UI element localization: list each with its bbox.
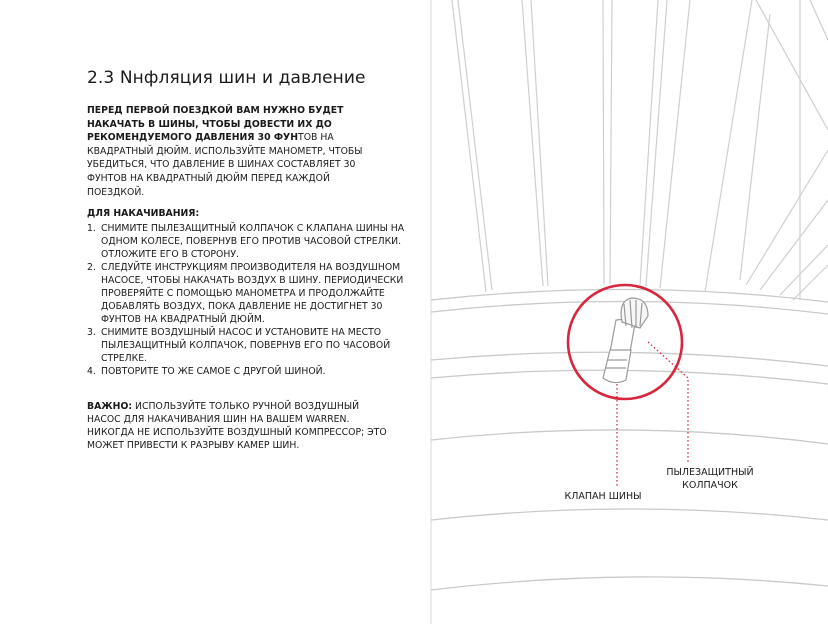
warning-label: ВАЖНО: [87, 401, 133, 412]
dust-cap-label [655, 466, 765, 492]
valve-label: КЛАПАН ШИНЫ [564, 491, 642, 502]
step-1-text: СНИМИТЕ ПЫЛЕЗАЩИТНЫЙ КОЛПАЧОК С КЛАПАНА ШИНЫ НА ОДНОМ КОЛЕСЕ, ПОВЕРНУВ ЕГО ПРОТИВ ЧАСОВОЙ СТРЕЛКИ. ОТЛОЖИТЕ ЕГО В СТОРОНУ. [101, 223, 405, 260]
step-2-number: 2. [87, 262, 96, 273]
step-4-text: ПОВТОРИТЕ ТО ЖЕ САМОЕ С ДРУГОЙ ШИНОЙ. [101, 366, 326, 377]
intro-body-text: ТОВ НА КВАДРАТНЫЙ ДЮЙМ. ИСПОЛЬЗУЙТЕ МАНОМЕТР, ЧТОБЫ УБЕДИТЬСЯ, ЧТО ДАВЛЕНИЕ В ШИНАХ СОСТАВЛЯЕТ 30 ФУНТОВ НА КВАДРАТНЫЙ ДЮЙМ ПЕРЕД КАЖДОЙ ПОЕЗДКОЙ. [87, 132, 363, 198]
warning-text: ИСПОЛЬЗУЙТЕ ТОЛЬКО РУЧНОЙ ВОЗДУШНЫЙ НАСОС ДЛЯ НАКАЧИВАНИЯ ШИН НА ВАШЕМ WARREN. НИКОГДА НЕ ИСПОЛЬЗУЙТЕ ВОЗДУШНЫЙ КОМПРЕССОР; ЭТО МОЖЕТ ПРИВЕСТИ К РАЗРЫВУ КАМЕР ШИН. [87, 401, 387, 451]
step-3-number: 3. [87, 327, 96, 338]
step-3-text: СНИМИТЕ ВОЗДУШНЫЙ НАСОС И УСТАНОВИТЕ НА МЕСТО ПЫЛЕЗАЩИТНЫЙ КОЛПАЧОК, ПОВЕРНУВ ЕГО ПО ЧАСОВОЙ СТРЕЛКЕ. [101, 327, 391, 364]
dust-cap-label-line1: ПЫЛЕЗАЩИТНЫЙ [666, 467, 754, 478]
step-2-text: СЛЕДУЙТЕ ИНСТРУКЦИЯМ ПРОИЗВОДИТЕЛЯ НА ВОЗДУШНОМ НАСОСЕ, ЧТОБЫ НАКАЧАТЬ ВОЗДУХ В ШИНУ. ПЕРИОДИЧЕСКИ ПРОВЕРЯЙТЕ С ПОМОЩЬЮ МАНОМЕТРА И ПРОДОЛЖАЙТЕ ДОБАВЛЯТЬ ВОЗДУХ, ПОКА ДАВЛЕНИЕ НЕ ДОСТИГНЕТ 30 ФУНТОВ НА КВАДРАТНЫЙ ДЮЙМ. [101, 262, 404, 325]
wheel-spokes [452, 0, 828, 300]
intro-lead-text: ПЕРЕД ПЕРВОЙ ПОЕЗДКОЙ ВАМ НУЖНО БУДЕТ НАКАЧАТЬ В ШИНЫ, ЧТОБЫ ДОВЕСТИ ИХ ДО РЕКОМЕНДУЕМОГО ДАВЛЕНИЯ 30 ФУН [87, 105, 344, 144]
tire-valve [603, 298, 648, 383]
dust-cap-label-line2: КОЛПАЧОК [682, 480, 738, 491]
step-1-number: 1. [87, 223, 96, 234]
inflation-heading: ДЛЯ НАКАЧИВАНИЯ: [87, 208, 200, 219]
step-4-number: 4. [87, 366, 96, 377]
section-title: 2.3 Nнфляция шин и давление [87, 68, 366, 88]
